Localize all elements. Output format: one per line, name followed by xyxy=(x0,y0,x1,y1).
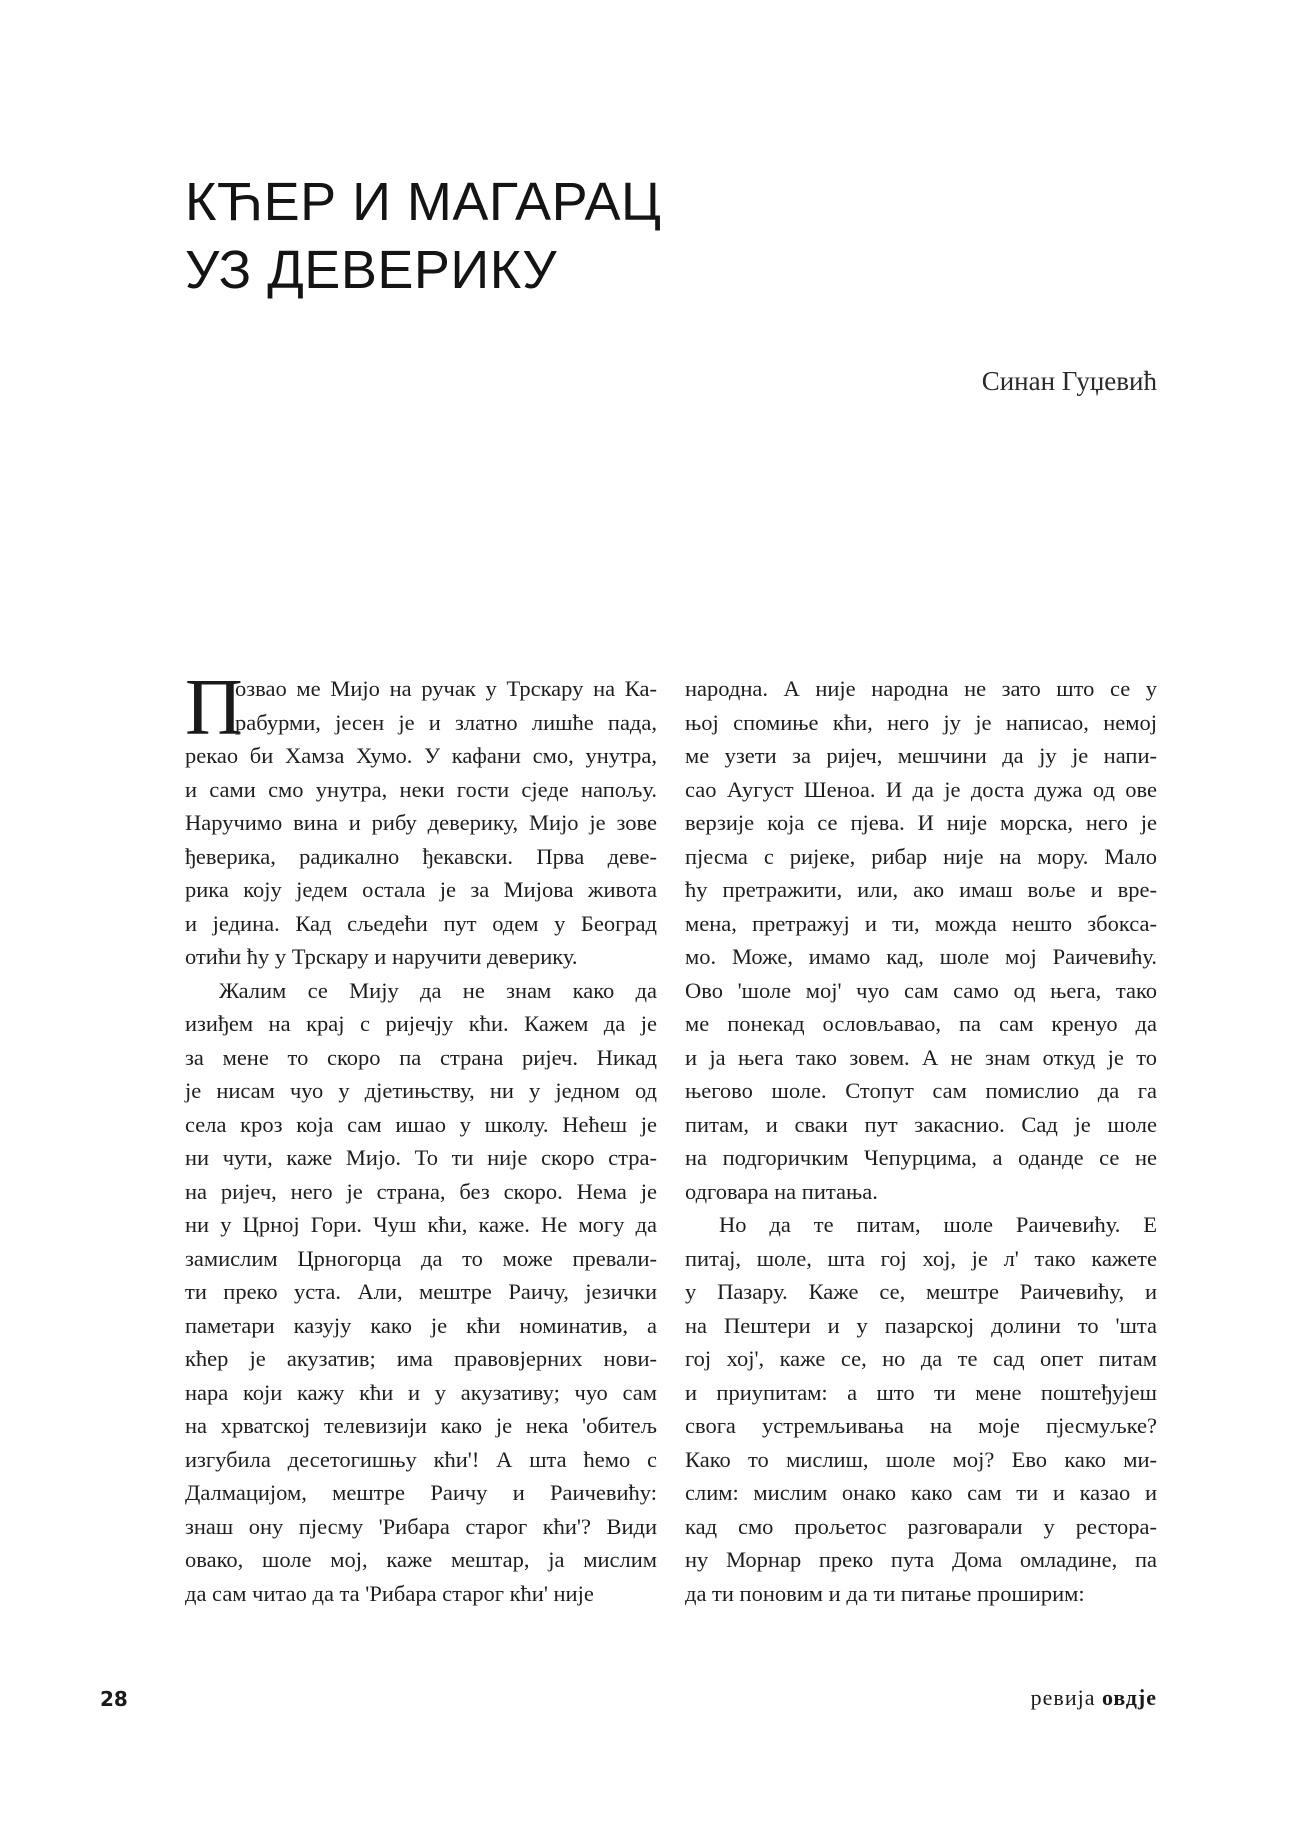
text-line: изгубила десетогишњу кћи'! А шта ћемо с xyxy=(185,1446,657,1472)
magazine-name xyxy=(1031,1685,1157,1711)
text-line: мо. Може, имамо кад, шоле мој Раичевићу. xyxy=(685,944,1157,969)
text-line: у Пазару. Каже се, мештре Раичевићу, и xyxy=(685,1279,1157,1304)
text-line: на ријеч, него је страна, без скоро. Нема је xyxy=(185,1178,657,1204)
text-line: да сам читао да та 'Рибара старог кћи' није xyxy=(185,1580,594,1606)
right-column xyxy=(685,672,1157,1610)
text-line: на подгоричким Чепурцима, а оданде се не xyxy=(685,1145,1157,1170)
page-number: 28 xyxy=(100,1687,128,1711)
text-line: сао Аугуст Шеноа. И да је доста дужа од ове xyxy=(685,776,1157,802)
drop-cap: П xyxy=(185,664,243,752)
text-line: ђеверика, радикално ђекавски. Прва деве- xyxy=(185,843,657,869)
text-line: паметари казују како је кћи номинатив, а xyxy=(185,1312,657,1338)
text-line: ни у Црној Гори. Чуш кћи, каже. Не могу да xyxy=(185,1212,657,1237)
text-line: Наручимо вина и рибу деверику, Мијо је зове xyxy=(185,810,657,835)
text-line: на Пештери и у пазарској долини то 'шта xyxy=(685,1312,1157,1338)
text-line: њој спомиње кћи, него ју је написао, немој xyxy=(685,709,1157,735)
text-line: Жалим се Мију да не знам како да xyxy=(219,977,657,1003)
text-line: изиђем на крај с ријечју кћи. Кажем да је xyxy=(185,1011,657,1036)
text-line: народна. А није народна не зато што се у xyxy=(685,676,1157,701)
text-line: за мене то скоро па страна ријеч. Никад xyxy=(185,1044,657,1070)
text-line: је нисам чуо у дјетињству, ни у једном од xyxy=(185,1078,657,1103)
text-line: ме узети за ријеч, мешчини да ју је напи- xyxy=(685,743,1157,768)
text-line: знаш ону пјесму 'Рибара старог кћи'? Види xyxy=(185,1513,657,1539)
text-line: свога устремљивања на моје пјесмуљке? xyxy=(685,1413,1157,1438)
text-line: села кроз која сам ишао у школу. Нећеш је xyxy=(185,1111,657,1137)
text-line: рабурми, јесен је и златно лишће пада, xyxy=(235,709,657,735)
text-line: Ово 'шоле мој' чуо сам само од њега, тако xyxy=(685,977,1157,1003)
text-line: и сами смо унутра, неки гости сједе напољу. xyxy=(185,776,657,802)
text-line: питам, и сваки пут закаснио. Сад је шоле xyxy=(685,1111,1157,1137)
text-line: Но да те питам, шоле Раичевићу. Е xyxy=(719,1212,1157,1237)
text-line: отићи ћу у Трскару и наручити деверику. xyxy=(185,944,578,969)
title-line-2: УЗ ДЕВЕРИКУ xyxy=(185,240,558,300)
text-line: на хрватској телевизији како је нека 'обитељ xyxy=(185,1413,657,1438)
text-line: његово шоле. Стопут сам помислио да га xyxy=(685,1078,1157,1103)
text-line: рекао би Хамза Хумо. У кафани смо, унутра, xyxy=(185,743,657,768)
title-line-1: КЋЕР И МАГАРАЦ xyxy=(185,172,662,232)
text-line: кћер је акузатив; има правовјерних нови- xyxy=(185,1346,657,1371)
text-line: ни чути, каже Мијо. То ти није скоро стра- xyxy=(185,1145,657,1170)
text-line: да ти поновим и да ти питање проширим: xyxy=(685,1580,1085,1606)
text-line: пјесма с ријеке, рибар није на мору. Мало xyxy=(685,843,1157,869)
magazine-prefix: ревија xyxy=(1030,1685,1096,1710)
text-line: ти преко уста. Али, мештре Раичу, језички xyxy=(185,1279,657,1304)
article-title xyxy=(185,168,1085,304)
text-line: и ја њега тако зовем. А не знам откуд је то xyxy=(685,1044,1157,1070)
text-line: и приупитам: а што ти мене поштеђујеш xyxy=(685,1379,1157,1405)
text-line: и једина. Кад сљедећи пут одем у Београд xyxy=(185,910,657,936)
left-column xyxy=(185,664,657,1610)
text-line: слим: мислим онако како сам ти и казао и xyxy=(685,1480,1157,1505)
text-line: озвао ме Мијо на ручак у Трскару на Ка- xyxy=(235,676,657,701)
text-line: питај, шоле, шта гој хој, је л' тако кажете xyxy=(685,1245,1157,1271)
text-line: нара који кажу кћи и у акузативу; чуо сам xyxy=(185,1379,657,1405)
text-line: гој хој', каже се, но да те сад опет питам xyxy=(685,1346,1157,1371)
author-name: Синан Гуџевић xyxy=(981,366,1157,396)
text-line: замислим Црногорца да то може превали- xyxy=(185,1245,657,1271)
text-line: ме понекад ословљавао, па сам кренуо да xyxy=(685,1011,1157,1036)
text-line: рика коју једем остала је за Мијова живота xyxy=(185,877,657,902)
text-line: верзије која се пјева. И није морска, него је xyxy=(685,810,1157,835)
magazine-title: овдје xyxy=(1101,1685,1157,1710)
text-line: овако, шоле мој, каже мештар, ја мислим xyxy=(185,1547,657,1572)
text-line: мена, претражуј и ти, можда нешто збокса- xyxy=(685,910,1157,936)
text-line: Далмацијом, мештре Раичу и Раичевићу: xyxy=(185,1480,657,1505)
text-line: ну Морнар преко пута Дома омладине, па xyxy=(685,1547,1157,1572)
text-line: Како то мислиш, шоле мој? Ево како ми- xyxy=(685,1446,1157,1472)
text-line: ћу претражити, или, ако имаш воље и вре- xyxy=(685,877,1157,902)
text-line: кад смо прољетос разговарали у рестора- xyxy=(685,1513,1157,1539)
text-line: одговара на питања. xyxy=(685,1178,878,1204)
